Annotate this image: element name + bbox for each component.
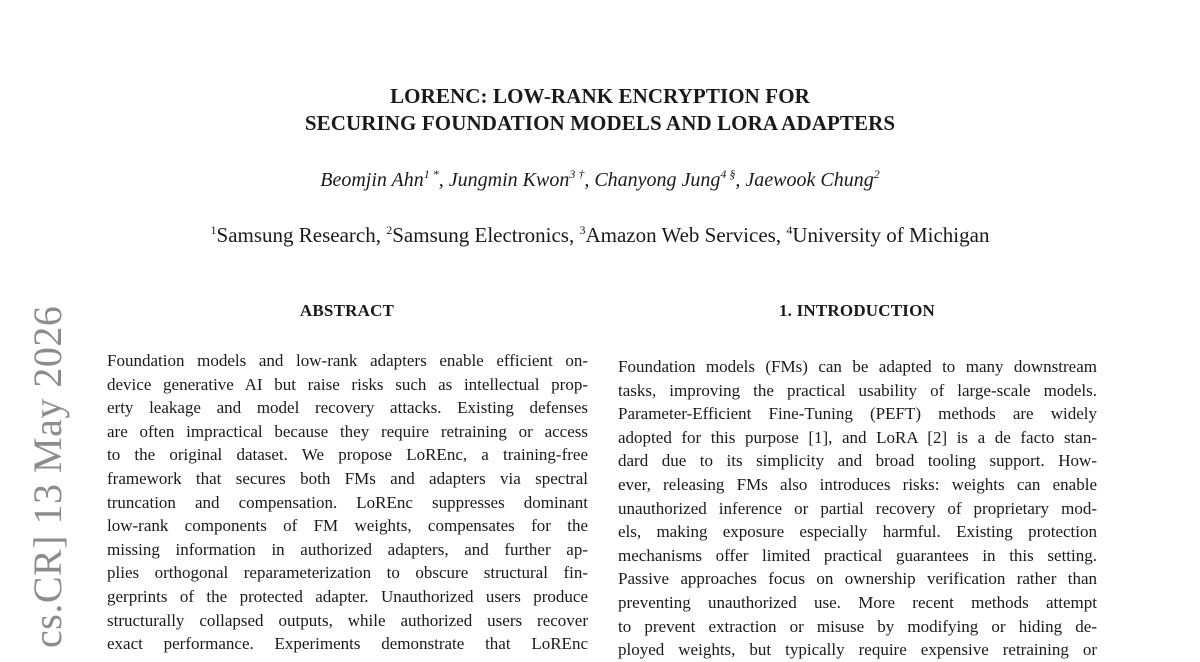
affiliation-list: $^1$Samsung Research, $^2$Samsung Electronics, $^3$Amazon Web Services, $^4$University of Michigan — [210, 223, 990, 247]
abstract-heading: ABSTRACT — [299, 301, 395, 320]
introduction-line: Passive approaches focus on ownership verification rather than — [618, 569, 1097, 589]
introduction-line: dard due to its simplicity and broad tooling support. How- — [618, 451, 1097, 471]
abstract-line: device generative AI but raise risks such as intellectual prop- — [107, 374, 588, 394]
abstract-body — [107, 349, 588, 656]
author-mark: 4 § — [720, 167, 736, 181]
affiliation-name: Amazon Web Services — [585, 223, 776, 247]
abstract-line: low-rank components of FM weights, compensates for the — [107, 516, 588, 536]
author-name: Chanyong Jung — [594, 169, 721, 191]
introduction-line: to prevent extraction or misuse by modifying or hiding de- — [618, 616, 1097, 636]
arxiv-stamp: cs.CR] 13 May 2026 — [25, 305, 70, 648]
abstract-line: to the original dataset. We propose LoREnc, a training-free — [107, 445, 588, 465]
author-name: Beomjin Ahn — [320, 169, 424, 191]
affiliation-mark: 1 — [210, 223, 217, 237]
affiliation-mark: 3 — [579, 223, 586, 237]
author-mark: 1 * — [423, 167, 439, 181]
introduction-line: unauthorized inference or partial recovery of proprietary mod- — [618, 498, 1097, 518]
abstract-line: erty leakage and model recovery attacks. Existing defenses — [107, 398, 588, 418]
author-name: Jungmin Kwon — [448, 169, 570, 191]
paper-title-line-1: LORENC: LOW-RANK ENCRYPTION FOR — [390, 84, 810, 108]
abstract-line: exact performance. Experiments demonstrate that LoREnc — [107, 634, 588, 654]
introduction-body — [618, 355, 1097, 662]
abstract-line: truncation and compensation. LoREnc suppresses dominant — [107, 492, 588, 512]
author-name: Jaewook Chung — [745, 169, 874, 191]
affiliation-name: Samsung Research — [216, 223, 376, 247]
introduction-line: mechanisms offer limited practical guarantees in this setting. — [618, 545, 1097, 565]
abstract-line: structurally collapsed outputs, while authorized users recover — [107, 610, 588, 630]
abstract-line: gerprints of the protected adapter. Unauthorized users produce — [107, 586, 588, 606]
author-list: Beomjin Ahn$^{1 *}$, Jungmin Kwon$^{3 \dagger}$, Chanyong Jung$^{4 \S}$, Jaewook Chung$^2$ — [320, 167, 880, 191]
abstract-line: missing information in authorized adapters, and further ap- — [107, 539, 588, 559]
abstract-line: plies orthogonal reparameterization to obscure structural fin- — [107, 563, 588, 583]
introduction-line: ever, releasing FMs also introduces risks: weights can enable — [618, 474, 1097, 494]
introduction-heading: 1. INTRODUCTION — [778, 301, 936, 320]
affiliation-name: Samsung Electronics — [392, 223, 569, 247]
author-mark: 2 — [873, 167, 880, 181]
affiliation-name: University of Michigan — [792, 223, 990, 247]
author-mark: 3 † — [569, 167, 585, 181]
introduction-line: preventing unauthorized use. More recent methods attempt — [618, 592, 1097, 612]
abstract-line: framework that secures both FMs and adapters via spectral — [107, 468, 588, 488]
introduction-line: tasks, improving the practical usability of large-scale models. — [618, 380, 1097, 400]
abstract-line: are often impractical because they require retraining or access — [107, 421, 588, 441]
introduction-line: Parameter-Efficient Fine-Tuning (PEFT) methods are widely — [618, 404, 1097, 424]
affiliation-mark: 4 — [786, 223, 793, 237]
introduction-line: Foundation models (FMs) can be adapted to many downstream — [618, 357, 1097, 376]
introduction-line: els, making exposure especially harmful. Existing protection — [618, 522, 1097, 542]
introduction-line: ployed weights, but typically require expensive retraining or — [618, 640, 1097, 660]
abstract-line: Foundation models and low-rank adapters enable efficient on- — [107, 351, 588, 370]
paper-title-line-2: SECURING FOUNDATION MODELS AND LORA ADAPTERS — [304, 111, 896, 135]
affiliation-mark: 2 — [386, 223, 393, 237]
introduction-line: adopted for this purpose [1], and LoRA [2] is a de facto stan- — [618, 427, 1097, 447]
